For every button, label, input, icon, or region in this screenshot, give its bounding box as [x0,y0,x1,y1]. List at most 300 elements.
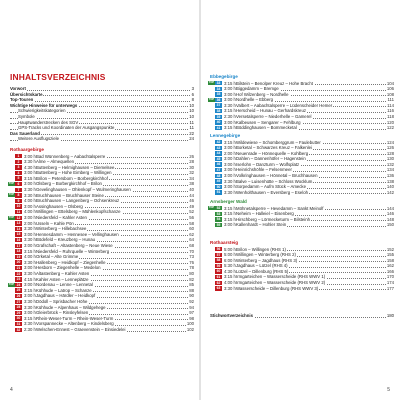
tour-title: Nordenau – Lenne – Lennetal [36,282,93,288]
tour-title: Gleierbrück – Rinsleyfelsen [36,310,89,316]
page-number: 158 [386,257,394,263]
page-number: 76 [189,259,194,265]
tour-number-box: 47 [216,168,221,173]
tour-duration: 3:30 h [224,189,236,195]
tour-title: Hallenberg – Heidkopf – Ziegenhelle [36,259,106,265]
tour-title: Niedersfeld – Ruhrquelle – Winterberg [36,248,110,254]
tour-number-box: 44 [216,151,221,156]
tour-number-box: 55 [216,222,221,227]
tour-duration: 4:30 h [24,164,36,170]
tour-title: Möhnetalsperre – Hevedamm – Sankt Meinolf [236,205,324,211]
front-text: Hauptwanderstrecken des SGV [18,119,79,125]
tour-title: Nordhelle – Ebberg [236,97,274,103]
tour-duration: 2:00 h [224,150,236,156]
tour-title: Kalbeusen – Sengarer – Fehlburg [236,119,301,125]
tour-number-box: 27 [16,299,21,304]
tour-duration: 4:00 h [224,280,236,286]
tour-duration: 3:00 h [224,86,236,92]
tour-number-box: 1 [15,154,22,158]
tour-title: Heinrichshöhle – Felsenmeer [236,167,292,173]
leader-dots [10,101,194,102]
tour-duration: 3:30 h [24,192,36,198]
toc-entry [10,327,194,333]
page-number: 142 [386,189,394,195]
page-number: 44 [189,192,194,198]
page-number: 10 [189,113,194,119]
tour-title: Welschen-Ennest – Graevenstein – Einsiedelei [36,326,126,332]
tour-duration: 3:00 h [224,91,236,97]
tour-duration: 3:30 h [24,304,36,310]
tour-title: Bad Wünnenberg – Aabachtalsperre [36,153,106,159]
page-number: 28 [189,159,194,165]
front-matter-list [10,86,194,142]
tour-duration: 3:15 h [24,175,36,181]
page-number: 180 [386,313,394,318]
top-tour-badge: TOP [8,193,15,197]
tour-title: Altastenberg – Kahler Asten [36,270,90,276]
tour-number-box: 54 [216,217,221,222]
page-number: 26 [189,153,194,159]
top-tour-badge: TOP [8,182,15,186]
page-number: 3 [191,86,194,91]
tour-title: Wasserscheide – Dillenburg (RHS WWV 3) [236,285,319,291]
page-number: 98 [189,315,194,321]
tour-duration: 3:30 h [224,178,236,184]
page-number: 30 [189,164,194,170]
page-number: 52 [189,209,194,215]
tour-number-box: 10 [16,204,21,209]
tour-duration: 3:00 h [224,222,236,228]
tour-number-box: 40 [216,120,221,125]
tour-title: Böddinghausen – Bommecketal [236,125,297,131]
tour-number-box: 2 [15,160,22,164]
page-number: 85 [189,282,194,288]
index-text: Stichwortverzeichnis [210,313,253,318]
tour-title: Jagdhaus – Lützel (RHS 4) [236,263,288,269]
tour-duration: 3:30 h [24,259,36,265]
tour-number-box: 32 [16,327,21,332]
tour-duration: 3:30 h [24,270,36,276]
tour-title: Irmgarteichen – Wasserscheide (RHS WWV 1) [236,274,326,280]
tour-title: Volkringhausen – Hönnetal – Bruchhausen [236,173,318,179]
tour-number-box: 57 [216,252,221,257]
index-entry [210,313,394,319]
tour-number-box: 53 [216,211,221,216]
tour-duration: 2:30 h [24,326,36,332]
tour-number-box: 24 [16,282,21,287]
tour-title: Orketal – Alte Grimme [36,254,79,260]
page-number: 11 [189,119,194,125]
page-number: 8 [191,97,194,103]
tour-duration: 3:15 h [224,108,236,114]
page-number: 106 [386,86,394,92]
tour-duration: 3:00 h [24,310,36,316]
tour-title: Alme – Almequellen [36,159,74,165]
front-text: Symbole [18,113,35,119]
tour-number-box: 33 [216,81,221,86]
front-text: Übersichtskarte [10,91,43,97]
tour-duration: 3:00 h [224,119,236,125]
page-number: 34 [189,175,194,181]
tour-title: Buttenberg – Helmighausen – Diemelsee [36,164,115,170]
tour-duration: 3:15 h [224,211,236,217]
tour-title: Biggedamm – Bremge [236,86,279,92]
page-number: 128 [386,150,394,156]
page-number: 108 [386,91,394,97]
tour-duration: 3:30 h [24,187,36,193]
page-number: 148 [386,216,394,222]
tour-title: Willingen – Ettelsberg – Mühlenkopfschanze [36,209,121,215]
tour-number-box: 62 [216,280,221,285]
tour-title: Buttenberg – Hohe Eimberg – Willingen [36,170,112,176]
tour-title: Sorpedamm – Aufm Stück – Amecke [236,184,306,190]
tour-number-box: 52 [216,206,221,211]
page-number: 124 [386,139,394,145]
leader-dots [10,90,194,91]
tour-duration: 3:00 h [24,181,36,187]
tour-title: Herscheid – Hunau – Gerhardskreuz [236,108,306,114]
tour-duration: 5:00 h [224,246,236,252]
section-heading: Lennegebirge [210,133,241,138]
top-tour-badge: TOP [208,206,215,210]
tour-title: Dahlen – Dannenhöfer – Hagenstein [236,156,306,162]
tour-duration: 3:15 h [224,125,236,131]
toc-front-line [10,136,194,142]
tour-duration: 3:00 h [24,293,36,299]
tour-title: Niedersfeld – Kahler Asten [36,215,87,221]
tour-title: Jagdhaus – Härdler – Heidkopf [36,293,96,299]
page-number: 134 [386,167,394,173]
page-number: 122 [386,125,394,131]
tour-number-box: 42 [216,140,221,145]
page-number: 68 [189,243,194,248]
tour-title: Olsberg – Borbergkirchhof – Brilon [36,181,102,187]
tour-duration: 3:00 h [224,97,236,103]
tour-duration: 3:30 h [24,321,36,327]
page-number: 166 [386,268,394,274]
leader-dots [10,118,194,119]
tour-duration: 4:00 h [24,254,36,260]
tour-duration: 3:00 h [24,153,36,159]
tour-duration: 3:00 h [24,231,36,237]
tour-title: Grafschaft – Altastenberg – Neue Wiese [36,243,113,248]
tour-number-box: 7 [15,188,22,192]
tour-duration: 3:00 h [224,167,236,173]
tour-duration: 3:15 h [224,274,236,280]
tour-duration: 4:30 h [224,268,236,274]
tour-number-box: 43 [216,145,221,150]
front-text: GPS-Tracks und Koordinaten der Ausgangspunkte [18,125,115,131]
tour-title: Wenholthausen – Eversberg – Eseloh [236,189,309,195]
page-number: 70 [189,248,194,254]
tour-number-box: 16 [16,238,21,242]
tour-duration: 3:00 h [24,243,36,248]
tour-number-box: 31 [16,321,21,326]
page-number: 92 [189,298,194,304]
tour-title: Brilon – Willingen (RHS 1) [236,246,286,252]
tour-title: Wildewiese – Schomberggrum – Faulebutter [236,139,321,145]
tour-duration: 5:00 h [224,252,236,258]
tour-duration: 3:00 h [224,145,236,151]
tour-duration: 3:15 h [224,80,236,86]
page-number: 78 [189,265,194,271]
page-number: 56 [189,215,194,221]
tour-number-box: 5 [15,176,22,180]
tour-number-box: 19 [16,254,21,259]
tour-number-box: 59 [216,263,221,268]
page-number: 132 [386,161,394,167]
page-number: 62 [189,231,194,237]
page-number: 104 [386,80,394,86]
page-number: 82 [189,276,194,282]
tour-duration: 3:00 h [224,173,236,179]
tour-number-box: 6 [15,182,22,186]
book-spine [199,0,201,400]
tour-number-box: 45 [216,156,221,161]
tour-title: Bilstein – Benolper Kreuz – Hohe Bracht [236,80,313,86]
tour-duration: 3:15 h [24,248,36,254]
tour-title: Hesborn – Ziegenhelle – Medelon [36,265,101,271]
toc-entry [210,125,394,131]
tour-number-box: 20 [16,260,21,265]
tour-number-box: 26 [16,293,21,298]
toc-entry [210,286,394,292]
page-number: 40 [189,187,194,193]
tour-title: Gevelinghausen – Ohlenkopf – Wulmeringhausen [36,187,131,193]
page-number: 80 [189,270,194,276]
tour-title: Versetalsperre – Niederhelle – Gamerel [236,114,312,120]
page-number: 64 [189,237,194,243]
tour-title: Hof Wilzenberg – Nordhelle [236,91,289,97]
toc-entry [210,190,394,196]
page-number: 88 [189,287,194,293]
tour-title: Bruchhausen – Bruchhauser Steine [36,192,104,198]
tour-duration: 3:00 h [24,265,36,271]
section-heading: Rothaargebirge [10,147,44,152]
tour-title: Kühhude – Alpenhaus – Wildgehege [36,304,106,310]
page-number: 73 [189,254,194,260]
tour-number-box: 25 [16,288,21,293]
tour-number-box: 13 [16,221,21,226]
tour-number-box: 41 [216,125,221,130]
page-number: 22 [189,130,194,136]
page-number: 126 [386,145,394,151]
tour-duration: 3:00 h [24,215,36,221]
page-number: 10 [189,108,194,114]
tour-duration: 3:30 h [224,285,236,291]
tour-number-box: 15 [16,232,21,237]
front-text: Schwierigkeitskategorien [18,108,66,114]
tour-number-box: 49 [216,179,221,184]
tour-title: Neuenrade – Hönnequelle – Kohlberg [236,150,309,156]
tour-number-box: 4 [15,171,22,175]
tour-number-box: 3 [15,165,22,169]
page-number: 116 [387,108,394,114]
page-number: 130 [386,156,394,162]
section-heading: Ebbegebirge [210,74,238,79]
front-text: Das Sauerland [10,130,40,136]
tour-duration: 2:30 h [224,114,236,120]
toc-index-line [210,313,394,319]
page-number: 162 [386,263,394,269]
front-text: Vorwort [10,86,26,91]
tour-number-box: 56 [216,247,221,252]
page-number: 152 [386,246,394,252]
tour-number-box: 28 [16,305,21,310]
tour-duration: 3:30 h [224,102,236,108]
tour-title: Neheim – Halleiel – Eisenberg [236,211,294,217]
page-number: 140 [386,184,394,190]
page-number: 146 [386,211,394,217]
tour-title: Kahler Asten – Lenneplätze [36,276,89,282]
page-number: 58 [189,220,194,226]
tour-title: Bödefeld – Kreuzberg – Hunau [36,237,96,243]
tour-number-box: 22 [16,271,21,276]
tour-title: Valbert – Aabachtalsperre – Lüdenscheider Hemer [236,102,333,108]
front-text: Weitere Ausflugsziele [18,136,60,142]
tour-duration: 6:00 h [224,257,236,263]
tour-title: Winterberg – Jagdhaus (RHS 3) [236,257,298,263]
page-number: 49 [189,203,194,209]
tour-number-box: 37 [216,103,221,108]
section-entries [210,247,394,292]
tour-number-box: 30 [16,316,21,321]
page-number: 174 [386,280,394,286]
page-number: 114 [387,102,394,108]
tour-number-box: 23 [16,277,21,282]
page-number: 90 [189,293,194,299]
tour-title: Rhein-Weser-Turm – Rhein-Weser-Turm [36,315,114,321]
page-number: 32 [189,170,194,176]
section-entries [10,154,194,333]
tour-duration: 3:15 h [24,315,36,321]
page-number: 24 [189,136,194,142]
tour-number-box: 9 [15,199,22,203]
page-number: 6 [191,91,194,97]
top-tour-badge: TOP [208,81,215,85]
top-tour-badge: TOP [208,98,215,102]
tour-number-box: 51 [216,190,221,195]
tour-title: Hennesdamm – Hennesee – Vellinghausen [36,231,119,237]
tour-title: Lützel – Dillenburg (RHS 5) [236,268,289,274]
tour-duration: 3:00 h [24,282,36,288]
page-number: 60 [189,226,194,232]
page-number: 10 [189,102,194,108]
tour-number-box: 35 [216,92,221,97]
tour-title: Borketal – Schwarzes Kreuz – Falkenlei [236,145,312,151]
tour-number-box: 48 [216,173,221,178]
tour-duration: 3:30 h [24,159,36,165]
tour-number-box: 39 [216,114,221,119]
tour-title: Usseln – Kahle Pön [36,220,74,226]
tour-duration: 4:00 h [24,198,36,204]
front-text: Top-Touren [10,97,34,103]
tour-title: Kühhude – Latrop – Schanze [36,287,92,293]
section-heading: Rothaarsteig [210,240,239,245]
tour-number-box: 58 [216,258,221,263]
tour-duration: 3:00 h [224,184,236,190]
page-number: 97 [189,310,194,316]
tour-duration: 3:15 h [224,139,236,145]
tour-duration: 3:15 h [24,287,36,293]
tour-duration: 3:30 h [24,298,36,304]
section-heading: Arnsberger Wald [210,199,247,204]
tour-number-box: 12 [16,215,21,220]
top-tour-badge: TOP [8,282,15,286]
tour-duration: 3:30 h [24,237,36,243]
tour-title: Brilon – Petersborn – Borbergkirchhof [36,175,108,181]
tour-duration: 3:00 h [24,203,36,209]
page-number: 144 [386,205,394,211]
page-number: 111 [387,97,394,103]
tour-number-box: 36 [216,97,221,102]
toc-title: INHALTSVERZEICHNIS [10,72,106,82]
page-number: 38 [189,181,194,187]
tour-number-box: 50 [216,184,221,189]
page-number: 11 [189,125,194,131]
page-number: 155 [386,252,394,258]
tour-number-box: 17 [16,243,21,248]
tour-title: Winterberg – Hillebachsee [36,226,87,232]
tour-title: Vorspannecke – Altenberg – Kindelsberg [36,321,114,327]
page-number: 150 [386,222,394,228]
tour-duration: 4:15 h [24,276,36,282]
page-number: 177 [386,285,394,291]
tour-duration: 3:00 h [224,161,236,167]
page-number: 46 [189,198,194,204]
tour-duration: 3:30 h [24,226,36,232]
page-number: 102 [186,326,194,332]
tour-number-box: 38 [216,109,221,114]
page-number: 138 [386,178,394,184]
tour-title: Iserlohn – Danzturm – Wolfsplatz [236,161,300,167]
toc-entry [210,222,394,228]
tour-title: Irmgarteichen – Wasserscheide (RHS WWV 2) [236,280,326,286]
tour-title: Assinghausen – Olsberg [36,203,83,209]
tour-title: Dödoll – Sprisbacher Höhe [36,298,88,304]
folio-left: 4 [10,387,13,393]
section-entries [210,81,394,131]
tour-number-box: 61 [216,275,221,280]
tour-number-box: 21 [16,265,21,270]
tour-title: Hirschberg – Lörmecketurm – Bilsteinh [236,216,311,222]
tour-duration: 5:30 h [224,263,236,269]
tour-number-box: 11 [16,210,21,215]
section-entries [210,140,394,196]
page-number: 170 [386,274,394,280]
page-number: 120 [386,119,394,125]
tour-duration: 2:00 h [24,220,36,226]
tour-number-box: 8 [15,193,22,197]
tour-duration: 3:00 h [224,156,236,162]
top-tour-badge: TOP [8,215,15,219]
tour-title: Balve – Luisenhütte – Schloss Wocklum [236,178,313,184]
front-text: Wichtige Hinweise für unterwegs [10,102,78,108]
tour-number-box: 34 [216,86,221,91]
tour-duration: 3:00 h [24,170,36,176]
tour-title: Willingen – Winterberg (RHS 2) [236,252,296,258]
tour-duration: 3:15 h [224,205,236,211]
tour-duration: 4:00 h [24,209,36,215]
section-entries [210,206,394,228]
folio-right: 5 [387,387,390,393]
tour-number-box: 46 [216,162,221,167]
tour-duration: 3:15 h [224,216,236,222]
tour-number-box: 18 [16,249,21,254]
page-number: 100 [186,321,194,327]
page-number: 136 [386,173,394,179]
tour-title: Kallenhardt – Hohler Stein [236,222,287,228]
